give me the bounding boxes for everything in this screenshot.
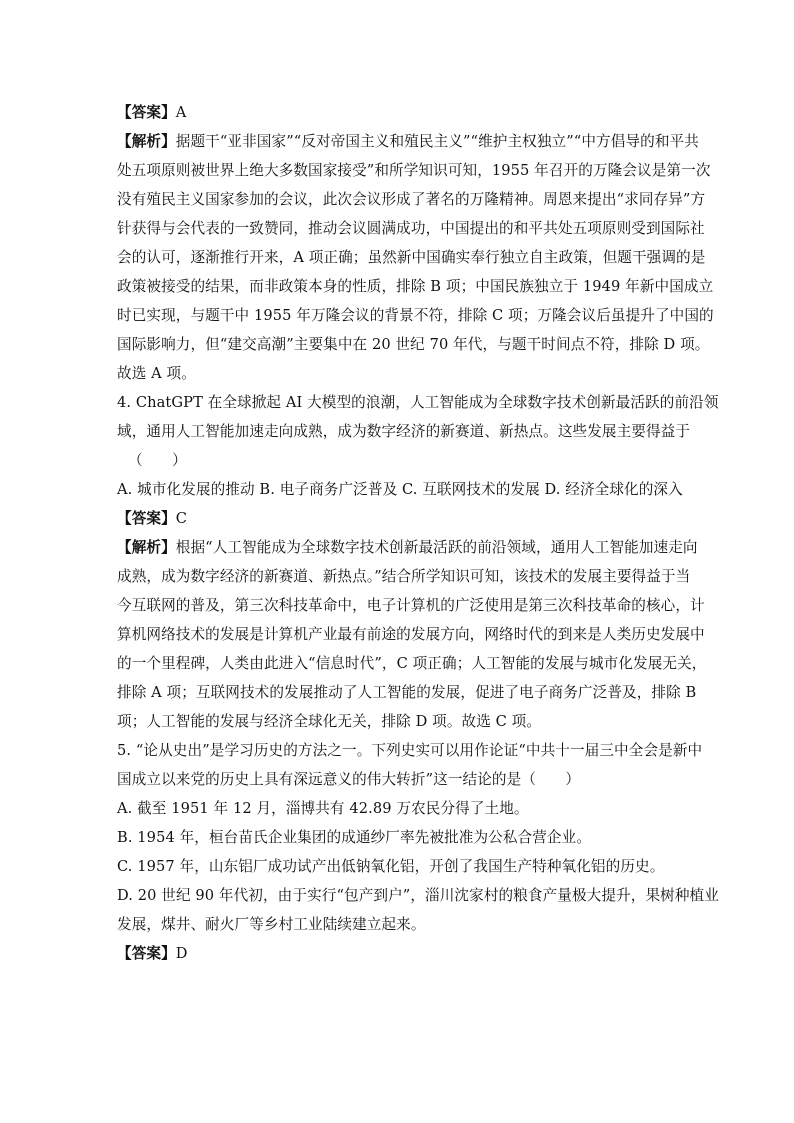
q4-stem-line: 4. ChatGPT 在全球掀起 AI 大模型的浪潮，人工智能成为全球数字技术创新最活跃的前沿领 xyxy=(117,394,719,411)
q4-answer xyxy=(117,509,683,529)
q4-options: A. 城市化发展的推动 B. 电子商务广泛普及 C. 互联网技术的发展 D. 经济全球化的深入 xyxy=(117,481,683,498)
q4-analysis-line: 项；人工智能的发展与经济全球化无关，排除 D 项。故选 C 项。 xyxy=(117,713,542,730)
q3-analysis-line: 时已实现，与题干中 1955 年万隆会议的背景不符，排除 C 项；万隆会议后虽提升了中国的 xyxy=(117,307,714,324)
answer-value: C xyxy=(175,510,188,527)
q3-analysis-line: 会的认可，逐渐推行开来，A 项正确；虽然新中国确实奉行独立自主政策，但题干强调的是 xyxy=(117,249,706,266)
q5-option-c: C. 1957 年，山东铝厂成功试产出低钠氧化铝，开创了我国生产特种氧化铝的历史。 xyxy=(117,858,665,875)
q3-analysis-line: 没有殖民主义国家参加的会议，此次会议形成了著名的万隆精神。周恩来提出“求同存异”方 xyxy=(117,191,706,208)
q4-analysis-line: 成熟，成为数字经济的新赛道、新热点。”结合所学知识可知，该技术的发展主要得益于当 xyxy=(117,568,691,585)
answer-label: 【答案】 xyxy=(117,510,176,527)
q5-stem-line: 5. “论从史出”是学习历史的方法之一。下列史实可以用作论证“中共十一届三中全会是新中 xyxy=(117,742,703,759)
q4-analysis-line: 今互联网的普及，第三次科技革命中，电子计算机的广泛使用是第三次科技革命的核心，计 xyxy=(117,597,705,614)
analysis-label: 【解析】 xyxy=(117,133,176,150)
q5-option-a: A. 截至 1951 年 12 月，淄博共有 42.89 万农民分得了土地。 xyxy=(117,800,529,817)
q4-analysis-line: 排除 A 项；互联网技术的发展推动了人工智能的发展，促进了电子商务广泛普及，排除 B xyxy=(117,684,697,701)
q5-answer xyxy=(117,944,683,964)
analysis-text: 根据“人工智能成为全球数字技术创新最活跃的前沿领域，通用人工智能加速走向 xyxy=(175,539,698,556)
q3-analysis-line: 国际影响力，但“建交高潮”主要集中在 20 世纪 70 年代，与题干时间点不符，排除 D 项。 xyxy=(117,336,710,353)
q4-analysis-line: 的一个里程碑，人类由此进入“信息时代”，C 项正确；人工智能的发展与城市化发展无关， xyxy=(117,655,707,672)
q4-analysis-line: 算机网络技术的发展是计算机产业最有前途的发展方向，网络时代的到来是人类历史发展中 xyxy=(117,626,705,643)
q3-analysis-line: 针获得与会代表的一致赞同，推动会议圆满成功，中国提出的和平共处五项原则受到国际社 xyxy=(117,220,705,237)
q5-stem-line: 国成立以来党的历史上具有深远意义的伟大转折”这一结论的是（ ） xyxy=(117,771,581,788)
q4-stem-line: 域，通用人工智能加速走向成熟，成为数字经济的新赛道、新热点。这些发展主要得益于 xyxy=(117,423,691,440)
q3-analysis-line: 处五项原则被世界上绝大多数国家接受”和所学知识可知，1955 年召开的万隆会议是第一次 xyxy=(117,162,711,179)
q4-answer-blank: （ ） xyxy=(128,452,187,469)
q5-option-d: D. 20 世纪 90 年代初，由于实行“包产到户”，淄川沈家村的粮食产量极大提升，果树种植业 xyxy=(117,887,719,904)
q3-answer xyxy=(117,103,683,123)
q5-option-b: B. 1954 年，桓台苗氏企业集团的成通纱厂率先被批准为公私合营企业。 xyxy=(117,829,592,846)
answer-label: 【答案】 xyxy=(117,104,176,121)
analysis-label: 【解析】 xyxy=(117,539,176,556)
answer-label: 【答案】 xyxy=(117,945,176,962)
q5-option-d-continued: 发展，煤井、耐火厂等乡村工业陆续建立起来。 xyxy=(117,916,426,933)
answer-value: D xyxy=(175,945,188,962)
q4-analysis-line xyxy=(117,538,698,558)
q3-analysis-line: 政策被接受的结果，而非政策本身的性质，排除 B 项；中国民族独立于 1949 年新中国成立 xyxy=(117,278,714,295)
q3-analysis-line: 故选 A 项。 xyxy=(117,365,196,382)
q3-analysis-line xyxy=(117,132,699,152)
analysis-text: 据题干“亚非国家”“反对帝国主义和殖民主义”“维护主权独立”“中方倡导的和平共 xyxy=(175,133,699,150)
answer-value: A xyxy=(175,104,187,121)
